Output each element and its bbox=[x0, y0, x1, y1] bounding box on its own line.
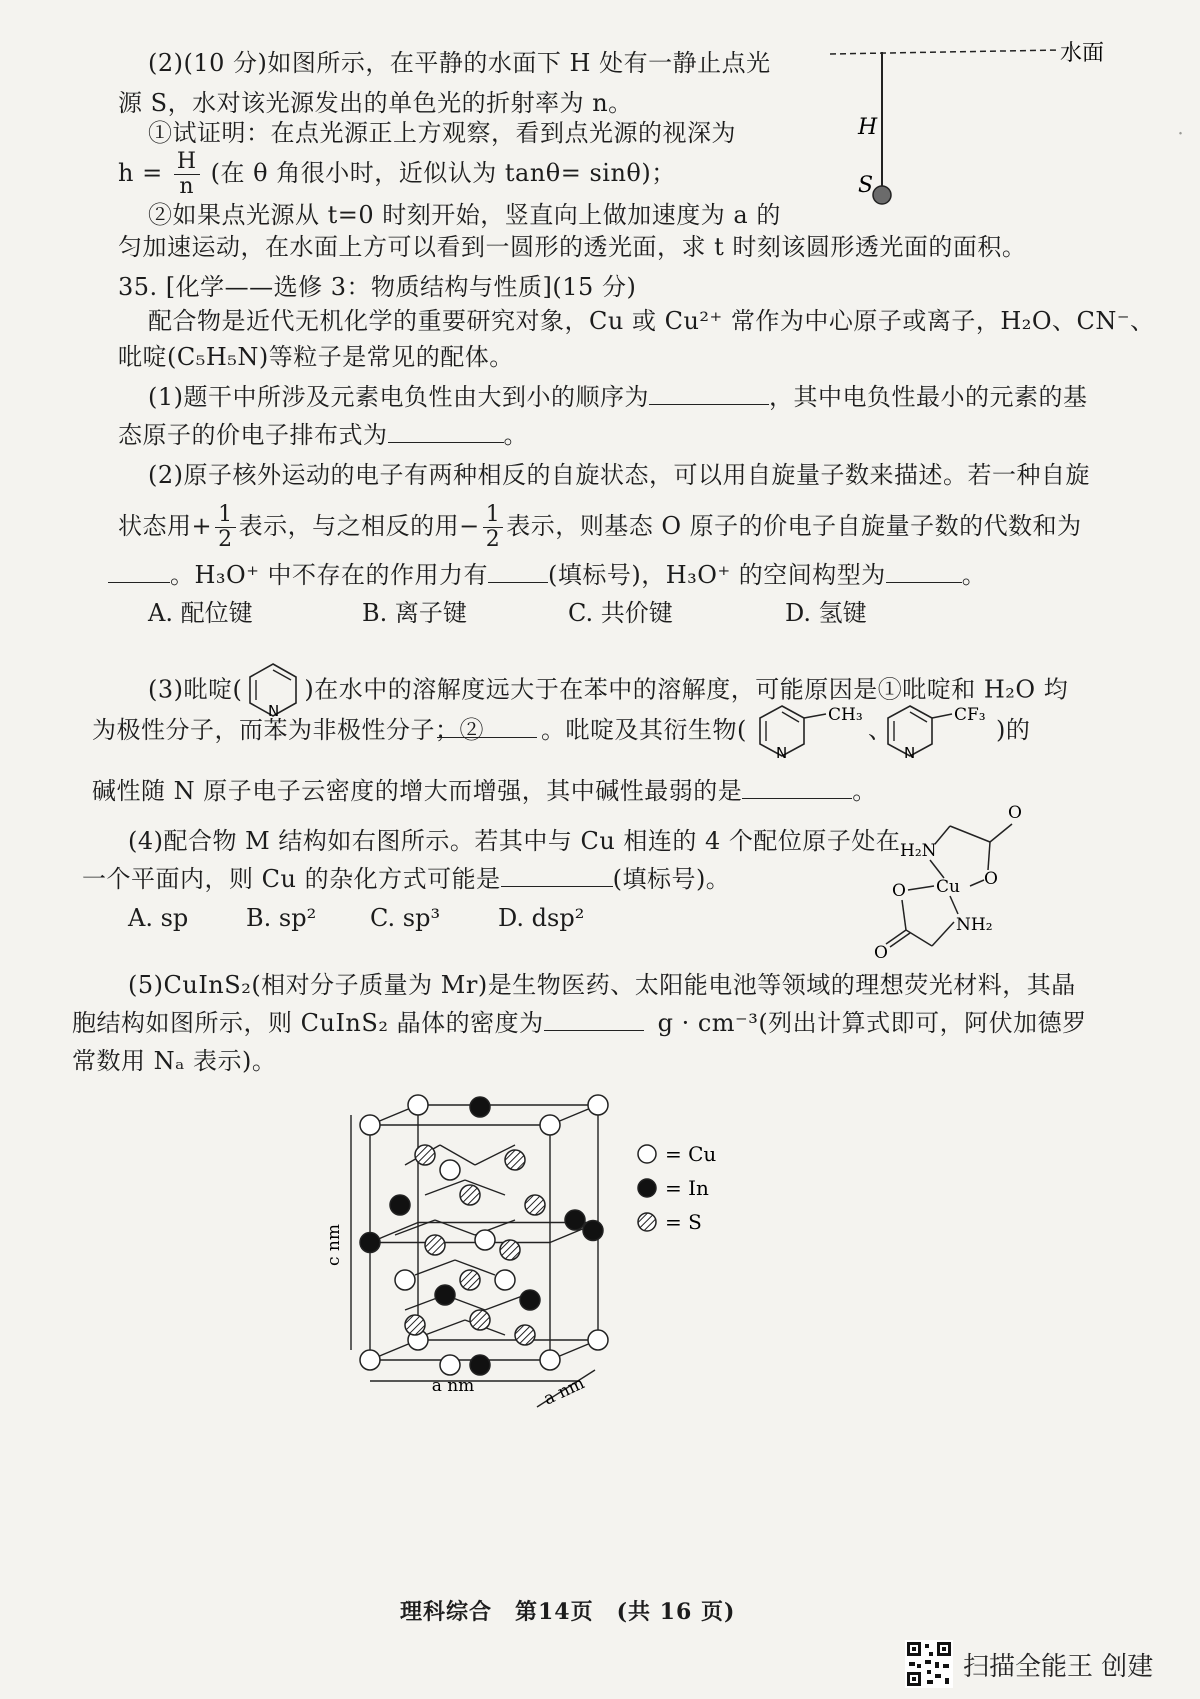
q1-text-a: (1)题干中所涉及元素电负性由大到小的顺序为 bbox=[148, 383, 649, 411]
cu-atom bbox=[408, 1095, 428, 1115]
chem-q3-line2: 为极性分子，而苯为非极性分子；② bbox=[92, 716, 484, 744]
fraction-numerator: 1 bbox=[215, 503, 236, 528]
q3-text-a1: (3)吡啶( bbox=[148, 675, 243, 704]
in-legend-label: = In bbox=[665, 1176, 709, 1200]
water-light-source-figure bbox=[820, 30, 1120, 220]
chem-q4-line1: (4)配合物 M 结构如右图所示。若其中与 Cu 相连的 4 个配位原子处在 bbox=[128, 827, 901, 855]
s-legend-label: = S bbox=[665, 1210, 702, 1234]
cu-atom bbox=[540, 1350, 560, 1370]
cu-legend-swatch bbox=[638, 1145, 656, 1163]
s-atom bbox=[500, 1240, 520, 1260]
q2-text-c3: 。 bbox=[961, 561, 987, 589]
q3-blank-reason[interactable] bbox=[437, 715, 537, 745]
s-atom bbox=[460, 1270, 480, 1290]
source-s-label: S bbox=[858, 173, 874, 198]
in-atom bbox=[360, 1233, 380, 1253]
a-nm-label-front: a nm bbox=[431, 1376, 475, 1396]
q3-text-b3: 、 bbox=[868, 716, 893, 744]
atom-legend bbox=[635, 1140, 745, 1240]
cu-atom bbox=[395, 1270, 415, 1290]
margin-mark: ˙ bbox=[1175, 130, 1186, 155]
carbonyl-o-top: O bbox=[1008, 803, 1022, 823]
q3-text-a2: )在水中的溶解度远大于在苯中的溶解度，可能原因是①吡啶和 H₂O 均 bbox=[304, 675, 1069, 704]
in-atom bbox=[470, 1355, 490, 1375]
physics-q2-intro-b: 源 S，水对该光源发出的单色光的折射率为 n。 bbox=[118, 89, 633, 117]
q3-text-b2: 。吡啶及其衍生物( bbox=[541, 716, 747, 744]
in-atom bbox=[435, 1285, 455, 1305]
physics-q2-part2-b: 匀加速运动，在水面上方可以看到一圆形的透光面，求 t 时刻该圆形透光面的面积。 bbox=[118, 233, 1027, 261]
in-atom bbox=[583, 1221, 603, 1241]
fraction-denominator: 2 bbox=[485, 527, 501, 552]
point-source-dot bbox=[873, 186, 891, 204]
chem-intro-b: 吡啶(C₅H₅N)等粒子是常见的配体。 bbox=[118, 343, 514, 371]
chem-q1-line2 bbox=[118, 420, 528, 450]
water-surface-label: 水面 bbox=[1060, 41, 1105, 66]
q2-blank-force[interactable] bbox=[488, 560, 548, 583]
cu-atom bbox=[495, 1270, 515, 1290]
fraction-numerator: 1 bbox=[483, 503, 504, 528]
q2-blank-geometry[interactable] bbox=[886, 560, 962, 583]
in-atom bbox=[390, 1195, 410, 1215]
q2-text-c1: 。H₃O⁺ 中不存在的作用力有 bbox=[170, 561, 489, 589]
q1-blank-electronegativity[interactable] bbox=[649, 382, 769, 405]
q2-text-c2: (填标号)，H₃O⁺ 的空间构型为 bbox=[548, 561, 886, 589]
s-atom bbox=[405, 1315, 425, 1335]
cu-atom bbox=[588, 1095, 608, 1115]
q2-text-b3: 表示，则基态 O 原子的价电子自旋量子数的代数和为 bbox=[506, 512, 1082, 540]
cu-atom bbox=[475, 1230, 495, 1250]
s-atom bbox=[525, 1195, 545, 1215]
physics-q2-part2-a: ②如果点光源从 t=0 时刻开始，竖直向上做加速度为 a 的 bbox=[148, 201, 781, 229]
in-atom bbox=[565, 1210, 585, 1230]
q1-text-b: ，其中电负性最小的元素的基 bbox=[769, 383, 1088, 411]
s-atom bbox=[460, 1185, 480, 1205]
chem-q3-line3 bbox=[92, 776, 877, 806]
s-atom bbox=[415, 1145, 435, 1165]
fraction-numerator: H bbox=[174, 150, 200, 175]
amine-nh2: NH₂ bbox=[956, 915, 993, 935]
q4-option-a: A. sp bbox=[128, 904, 189, 932]
q4-blank-hybrid[interactable] bbox=[501, 864, 613, 887]
depth-h-label: H bbox=[858, 115, 878, 140]
s-atom bbox=[425, 1235, 445, 1255]
q2-blank-spin-sum[interactable] bbox=[108, 560, 170, 583]
fraction-denominator: 2 bbox=[218, 527, 233, 552]
chem-q2-line1: (2)原子核外运动的电子有两种相反的自旋状态，可以用自旋量子数来描述。若一种自旋 bbox=[148, 461, 1090, 489]
s-atom bbox=[505, 1150, 525, 1170]
ring-n-label: N bbox=[776, 744, 788, 762]
pyridine-ring bbox=[242, 660, 304, 722]
q4-text-b1: 一个平面内，则 Cu 的杂化方式可能是 bbox=[82, 865, 501, 893]
q2-option-c: C. 共价键 bbox=[568, 599, 673, 627]
in-atom bbox=[470, 1097, 490, 1117]
minus-half-fraction bbox=[483, 503, 504, 552]
chem-intro-a: 配合物是近代无机化学的重要研究对象，Cu 或 Cu²⁺ 常作为中心原子或离子，H₂O、CN⁻、 bbox=[148, 307, 1155, 335]
carboxyl-o-left: O bbox=[892, 881, 906, 901]
h-over-n-fraction bbox=[174, 150, 200, 199]
physics-q2-part1-eq bbox=[118, 150, 676, 199]
ch3-label: CH₃ bbox=[828, 705, 863, 725]
c-nm-label: c nm bbox=[324, 1224, 344, 1266]
s-atom bbox=[470, 1310, 490, 1330]
q3-blank-weakest[interactable] bbox=[742, 776, 852, 799]
q3-blank-reason-line[interactable] bbox=[437, 715, 537, 738]
carboxyl-o-right: O bbox=[984, 869, 998, 889]
q4-option-d: D. dsp² bbox=[498, 904, 585, 932]
cu-atom bbox=[360, 1350, 380, 1370]
q2-option-a: A. 配位键 bbox=[148, 599, 253, 627]
q5-blank-density[interactable] bbox=[544, 1008, 644, 1031]
scanner-watermark-text: 扫描全能王 创建 bbox=[963, 1651, 1154, 1682]
cu-atom bbox=[360, 1115, 380, 1135]
q2-text-b2: 表示，与之相反的用− bbox=[238, 512, 480, 540]
cu-atom bbox=[540, 1115, 560, 1135]
chem-q2-line2 bbox=[118, 503, 1082, 552]
cu-center: Cu bbox=[936, 877, 960, 897]
cu-atom bbox=[440, 1160, 460, 1180]
qr-code-icon bbox=[905, 1640, 953, 1688]
cu-legend-label: = Cu bbox=[665, 1142, 717, 1166]
q3-text-b4: )的 bbox=[996, 716, 1031, 744]
q2-option-d: D. 氢键 bbox=[785, 599, 867, 627]
q1-text-d: 。 bbox=[503, 421, 528, 449]
chem-q5-line3: 常数用 Nₐ 表示)。 bbox=[72, 1047, 277, 1075]
carbonyl-o-bottom: O bbox=[874, 943, 888, 963]
copper-glycinate-complex bbox=[874, 796, 1040, 976]
q4-option-b: B. sp² bbox=[246, 904, 317, 932]
chem-q35-title: 35. [化学——选修 3：物质结构与性质](15 分) bbox=[118, 273, 637, 301]
q5-text-b2: g · cm⁻³(列出计算式即可，阿伏加德罗 bbox=[657, 1009, 1087, 1037]
chem-q2-line3 bbox=[108, 560, 986, 590]
methylpyridine-structure bbox=[752, 700, 870, 768]
q2-text-b1: 状态用+ bbox=[118, 512, 213, 540]
q4-option-c: C. sp³ bbox=[370, 904, 441, 932]
chem-q5-line2 bbox=[72, 1008, 1087, 1038]
amine-h2n: H₂N bbox=[900, 841, 937, 861]
q3-text-c2: 。 bbox=[852, 777, 877, 805]
q1-blank-config[interactable] bbox=[388, 420, 504, 443]
s-legend-swatch bbox=[638, 1213, 656, 1231]
cuins2-unit-cell bbox=[325, 1085, 625, 1420]
trifluoromethylpyridine-structure bbox=[880, 700, 998, 768]
q1-text-c: 态原子的价电子排布式为 bbox=[118, 421, 388, 449]
water-surface-line bbox=[830, 50, 1060, 54]
q3-text-c1: 碱性随 N 原子电子云密度的增大而增强，其中碱性最弱的是 bbox=[92, 777, 743, 805]
view-depth-symbol: h = bbox=[118, 159, 163, 187]
scanner-watermark bbox=[905, 1640, 1153, 1688]
in-legend-swatch bbox=[638, 1179, 656, 1197]
page-footer: 理科综合 第14页 (共 16 页) bbox=[400, 1599, 736, 1625]
physics-q2-intro-a: (2)(10 分)如图所示，在平静的水面下 H 处有一静止点光 bbox=[148, 49, 771, 77]
q4-text-b2: (填标号)。 bbox=[612, 865, 731, 893]
chem-q4-line2 bbox=[82, 864, 730, 894]
small-angle-note: (在 θ 角很小时，近似认为 tanθ= sinθ)； bbox=[210, 159, 676, 187]
physics-q2-part1-a: ①试证明：在点光源正上方观察，看到点光源的视深为 bbox=[148, 119, 736, 147]
cu-atom bbox=[588, 1330, 608, 1350]
a-nm-label-side: a nm bbox=[540, 1373, 588, 1410]
in-atom bbox=[520, 1290, 540, 1310]
q5-text-b1: 胞结构如图所示，则 CuInS₂ 晶体的密度为 bbox=[72, 1009, 544, 1037]
q2-option-b: B. 离子键 bbox=[362, 599, 467, 627]
fraction-denominator: n bbox=[179, 174, 195, 199]
s-atom bbox=[515, 1325, 535, 1345]
chem-q5-line1: (5)CuInS₂(相对分子质量为 Mr)是生物医药、太阳能电池等领域的理想荧光材料，其晶 bbox=[128, 971, 1076, 999]
cu-atom bbox=[440, 1355, 460, 1375]
chem-q1-line1 bbox=[148, 382, 1088, 412]
ring-n-label: N bbox=[904, 744, 916, 762]
ring-n-label: N bbox=[268, 702, 281, 720]
plus-half-fraction bbox=[215, 503, 236, 552]
cf3-label: CF₃ bbox=[954, 705, 986, 725]
